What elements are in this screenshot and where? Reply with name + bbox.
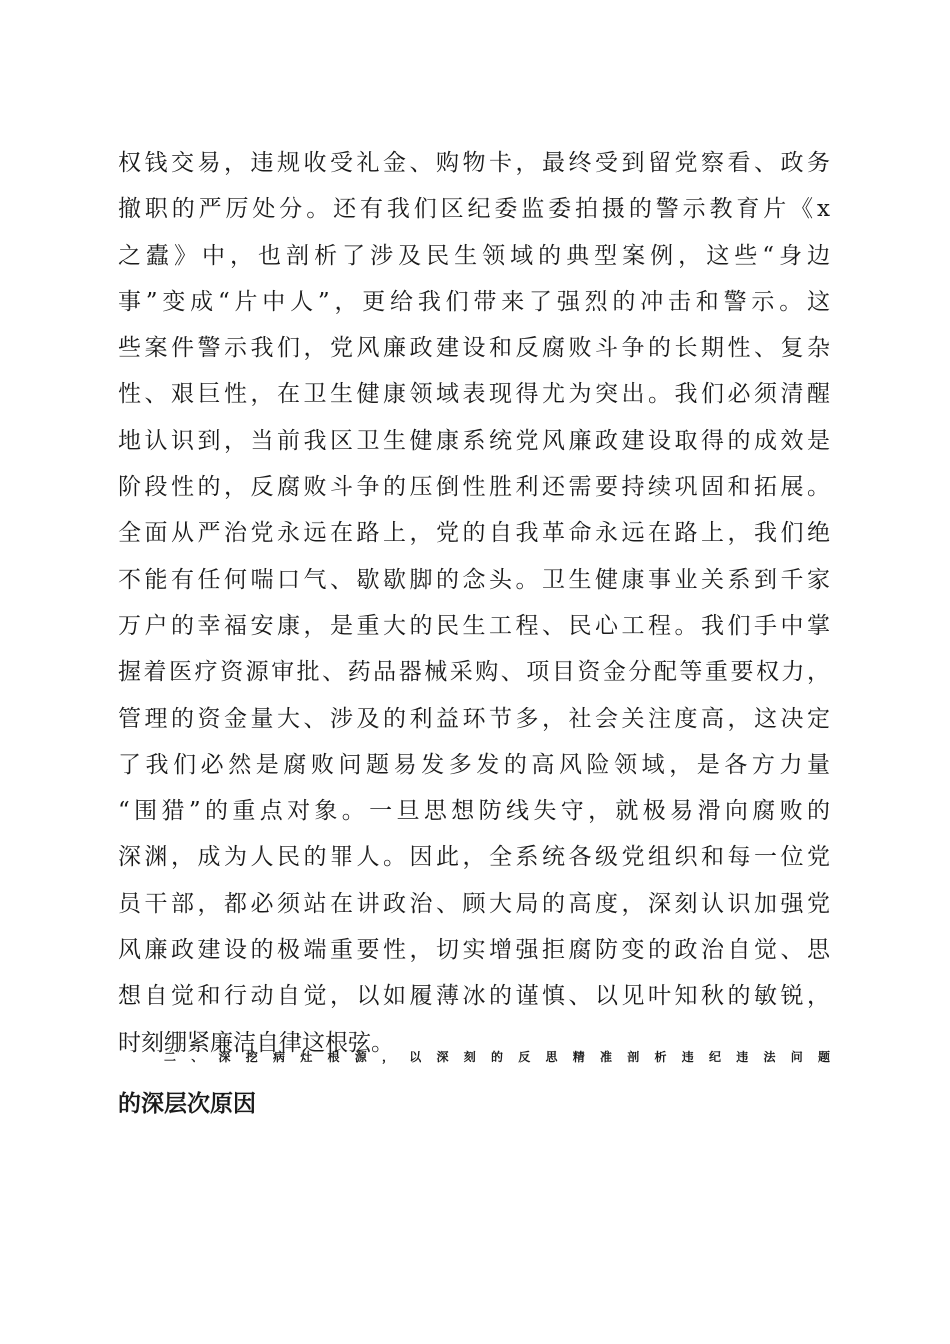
paragraph-line: 地认识到，当前我区卫生健康系统党风廉政建设取得的成效是 <box>118 427 830 454</box>
paragraph-line: 之蠹》中，也剖析了涉及民生领域的典型案例，这些“身边 <box>118 242 830 269</box>
paragraph-line: “围猎”的重点对象。一旦思想防线失守，就极易滑向腐败的 <box>118 798 830 825</box>
paragraph-line: 员干部，都必须站在讲政治、顾大局的高度，深刻认识加强党 <box>118 890 830 917</box>
paragraph-line: 些案件警示我们，党风廉政建设和反腐败斗争的长期性、复杂 <box>118 335 830 362</box>
paragraph-line: 撤职的严厉处分。还有我们区纪委监委拍摄的警示教育片《x <box>118 196 830 223</box>
paragraph-line: 权钱交易，违规收受礼金、购物卡，最终受到留党察看、政务 <box>118 150 830 176</box>
section-heading <box>118 1034 830 1128</box>
paragraph-line: 了我们必然是腐败问题易发多发的高风险领域，是各方力量 <box>118 751 830 778</box>
paragraph-line: 想自觉和行动自觉，以如履薄冰的谨慎、以见叶知秋的敏锐， <box>118 983 830 1010</box>
paragraph-line: 握着医疗资源审批、药品器械采购、项目资金分配等重要权力， <box>118 659 830 686</box>
heading-line: 二、深挖病灶根源，以深刻的反思精准剖析违纪违法问题 <box>164 1050 830 1064</box>
heading-line: 的深层次原因 <box>118 1091 256 1117</box>
paragraph-line: 全面从严治党永远在路上，党的自我革命永远在路上，我们绝 <box>118 520 830 547</box>
body-paragraph <box>118 140 830 1066</box>
paragraph-line: 深渊，成为人民的罪人。因此，全系统各级党组织和每一位党 <box>118 844 830 871</box>
paragraph-line: 性、艰巨性，在卫生健康领域表现得尤为突出。我们必须清醒 <box>118 381 830 408</box>
paragraph-line: 管理的资金量大、涉及的利益环节多，社会关注度高，这决定 <box>118 705 830 732</box>
paragraph-line: 万户的幸福安康，是重大的民生工程、民心工程。我们手中掌 <box>118 612 830 639</box>
paragraph-line: 不能有任何喘口气、歇歇脚的念头。卫生健康事业关系到千家 <box>118 566 830 593</box>
paragraph-line: 阶段性的，反腐败斗争的压倒性胜利还需要持续巩固和拓展。 <box>118 474 830 501</box>
paragraph-line: 事”变成“片中人”，更给我们带来了强烈的冲击和警示。这 <box>118 288 830 315</box>
paragraph-line: 风廉政建设的极端重要性，切实增强拒腐防变的政治自觉、思 <box>118 937 830 964</box>
paragraph-line: 时刻绷紧廉洁自律这根弦。 <box>118 1029 394 1056</box>
